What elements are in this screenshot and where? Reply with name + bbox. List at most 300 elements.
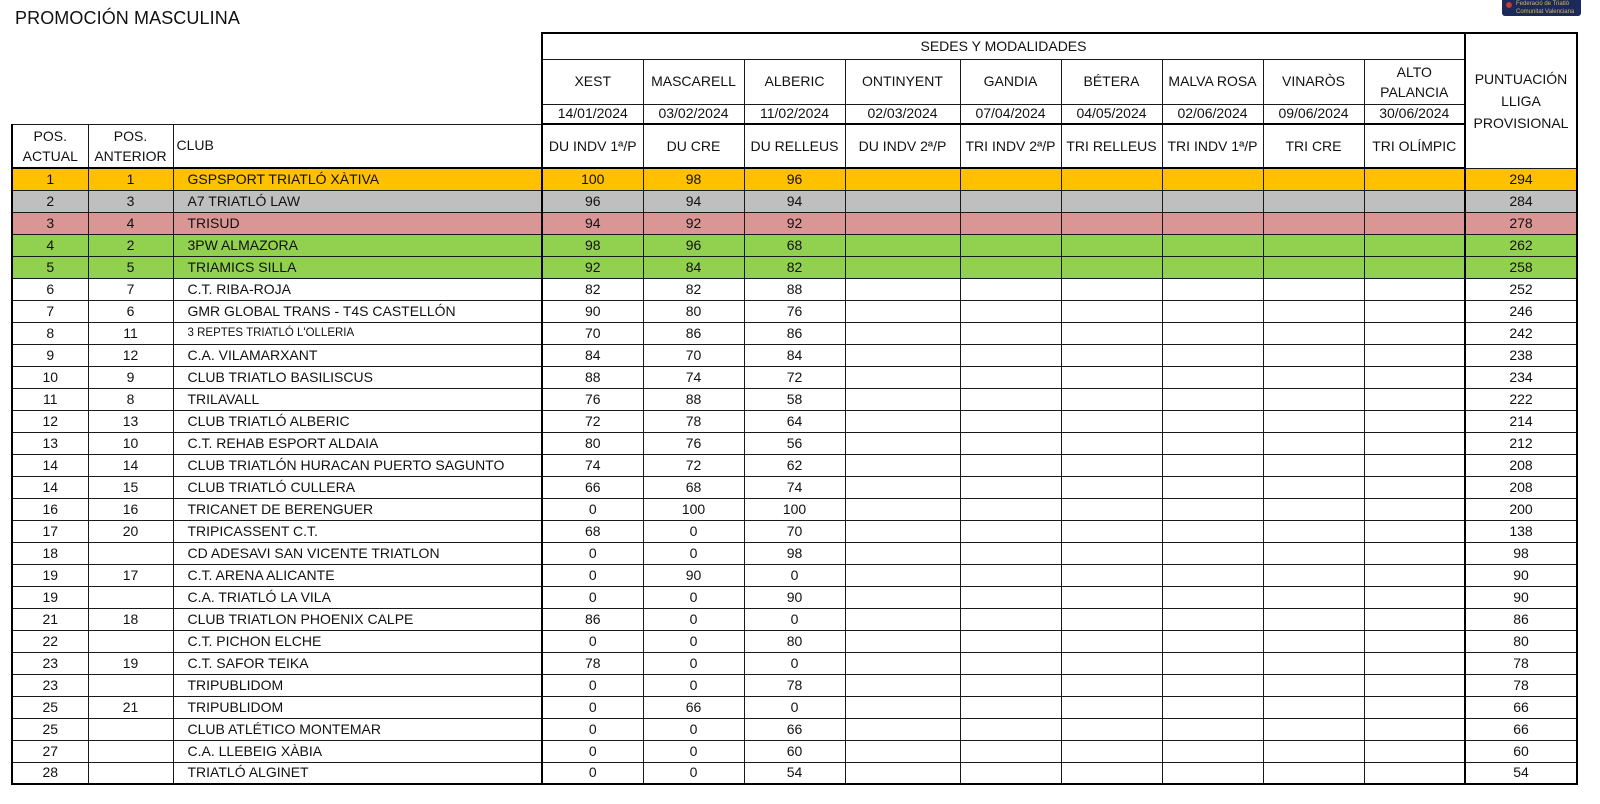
score-cell: 68 [542,520,643,542]
club-name-cell: A7 TRIATLÓ LAW [173,190,542,212]
score-cell [845,520,960,542]
score-cell [960,476,1061,498]
score-cell [845,630,960,652]
score-cell [960,498,1061,520]
score-cell [1162,498,1263,520]
venue-name-header: ALTO PALANCIA [1364,59,1465,104]
club-name-cell: C.A. VILAMARXANT [173,344,542,366]
club-name-cell: TRIAMICS SILLA [173,256,542,278]
score-cell [1364,740,1465,762]
pos-anterior-cell: 6 [88,300,173,322]
club-name-cell: GMR GLOBAL TRANS - T4S CASTELLÓN [173,300,542,322]
score-cell [1061,388,1162,410]
table-row [12,740,1577,762]
total-points-cell: 212 [1465,432,1577,454]
pos-actual-cell: 9 [12,344,88,366]
score-cell: 0 [542,696,643,718]
score-cell [1263,212,1364,234]
score-cell [1061,674,1162,696]
score-cell [1364,674,1465,696]
club-name-cell: 3 REPTES TRIATLÓ L'OLLERIA [173,322,542,344]
pos-actual-cell: 5 [12,256,88,278]
club-name-cell: TRILAVALL [173,388,542,410]
pos-anterior-cell: 2 [88,234,173,256]
club-name-cell: GSPSPORT TRIATLÓ XÀTIVA [173,168,542,190]
score-cell [960,564,1061,586]
pos-actual-cell: 19 [12,564,88,586]
score-cell [1061,190,1162,212]
score-cell [960,366,1061,388]
score-cell [1061,234,1162,256]
score-cell [845,476,960,498]
score-cell [960,674,1061,696]
table-row [12,498,1577,520]
score-cell [1364,322,1465,344]
pos-anterior-cell [88,542,173,564]
score-cell [1162,674,1263,696]
score-cell: 0 [643,586,744,608]
score-cell [1162,366,1263,388]
score-cell: 92 [542,256,643,278]
score-cell [1263,454,1364,476]
score-cell [845,256,960,278]
score-cell [1364,410,1465,432]
table-row [12,388,1577,410]
table-row [12,586,1577,608]
score-cell: 78 [542,652,643,674]
score-cell [1364,630,1465,652]
score-cell [960,344,1061,366]
score-cell: 94 [542,212,643,234]
score-cell [1364,388,1465,410]
pos-anterior-cell: 18 [88,608,173,630]
score-cell [960,652,1061,674]
club-name-cell: 3PW ALMAZORA [173,234,542,256]
score-cell [960,630,1061,652]
score-cell [960,234,1061,256]
table-row [12,652,1577,674]
score-cell [1162,520,1263,542]
score-cell [960,256,1061,278]
score-cell [1364,212,1465,234]
pos-anterior-cell: 8 [88,388,173,410]
club-name-cell: CLUB TRIATLÓ CULLERA [173,476,542,498]
score-cell [845,410,960,432]
score-cell [1061,740,1162,762]
pos-anterior-cell: 7 [88,278,173,300]
score-cell: 0 [542,718,643,740]
score-cell: 62 [744,454,845,476]
table-row [12,454,1577,476]
score-cell [1061,278,1162,300]
score-cell [960,388,1061,410]
score-cell [1364,256,1465,278]
venue-name-header: ONTINYENT [845,59,960,104]
club-name-cell: CLUB TRIATLÓ ALBERIC [173,410,542,432]
score-cell [845,388,960,410]
score-cell [1162,344,1263,366]
table-row [12,190,1577,212]
score-cell: 0 [643,542,744,564]
score-cell: 88 [542,366,643,388]
score-cell: 90 [542,300,643,322]
score-cell [1162,256,1263,278]
score-cell [1364,696,1465,718]
table-row [12,234,1577,256]
pos-anterior-cell: 11 [88,322,173,344]
score-cell [845,432,960,454]
table-row [12,278,1577,300]
score-cell [960,542,1061,564]
score-cell [1263,762,1364,784]
score-cell: 94 [643,190,744,212]
club-name-cell: CLUB TRIATLON PHOENIX CALPE [173,608,542,630]
score-cell: 0 [542,542,643,564]
score-cell [845,674,960,696]
score-cell [845,762,960,784]
pos-actual-header: POS. ACTUAL [12,124,88,168]
score-cell [845,542,960,564]
table-row [12,630,1577,652]
pos-actual-cell: 12 [12,410,88,432]
pos-anterior-cell: 19 [88,652,173,674]
score-cell [1364,608,1465,630]
score-cell: 0 [643,652,744,674]
score-cell [960,190,1061,212]
score-cell [960,718,1061,740]
score-cell [1061,212,1162,234]
score-cell: 98 [744,542,845,564]
score-cell [1364,454,1465,476]
score-cell: 78 [744,674,845,696]
score-cell: 80 [542,432,643,454]
venue-name-header: ALBERIC [744,59,845,104]
score-cell [960,212,1061,234]
score-cell: 54 [744,762,845,784]
score-cell: 88 [643,388,744,410]
venue-name-header: VINARÒS [1263,59,1364,104]
logo-emblem-icon [1506,2,1512,8]
score-cell [1162,432,1263,454]
score-cell [845,168,960,190]
score-cell: 86 [542,608,643,630]
score-cell: 80 [744,630,845,652]
club-name-cell: TRICANET DE BERENGUER [173,498,542,520]
score-cell [1263,410,1364,432]
total-points-cell: 294 [1465,168,1577,190]
score-cell [1061,454,1162,476]
score-cell [1263,432,1364,454]
pos-anterior-cell: 3 [88,190,173,212]
table-row [12,432,1577,454]
score-cell [1263,322,1364,344]
total-points-cell: 66 [1465,696,1577,718]
table-row [12,674,1577,696]
score-cell: 0 [643,718,744,740]
score-cell: 60 [744,740,845,762]
venue-date-header: 04/05/2024 [1061,104,1162,124]
total-points-cell: 278 [1465,212,1577,234]
pos-anterior-cell [88,674,173,696]
pos-anterior-cell: 14 [88,454,173,476]
score-cell [1364,432,1465,454]
score-cell [960,608,1061,630]
pos-actual-cell: 14 [12,454,88,476]
venue-mode-header: TRI INDV 2ª/P [960,124,1061,168]
pos-anterior-cell: 12 [88,344,173,366]
score-cell: 64 [744,410,845,432]
score-cell: 72 [542,410,643,432]
score-cell: 74 [542,454,643,476]
venue-date-header: 02/03/2024 [845,104,960,124]
total-points-cell: 252 [1465,278,1577,300]
score-cell: 84 [643,256,744,278]
score-cell [1162,762,1263,784]
score-cell [845,608,960,630]
pos-actual-cell: 11 [12,388,88,410]
score-cell: 0 [542,762,643,784]
score-cell: 84 [542,344,643,366]
score-cell [960,410,1061,432]
table-row [12,410,1577,432]
logo-line-1: Federació de Triatló [1516,1,1570,7]
score-cell [1364,564,1465,586]
score-cell: 66 [542,476,643,498]
score-cell: 74 [744,476,845,498]
score-cell: 0 [643,762,744,784]
pos-actual-cell: 7 [12,300,88,322]
score-cell [845,454,960,476]
score-cell: 70 [744,520,845,542]
score-cell [845,740,960,762]
ranking-table [11,32,1578,785]
table-row [12,366,1577,388]
club-name-cell: C.T. ARENA ALICANTE [173,564,542,586]
club-name-cell: TRIPUBLIDOM [173,696,542,718]
score-cell [1061,322,1162,344]
score-cell: 0 [542,674,643,696]
score-cell [1162,564,1263,586]
score-cell [1162,322,1263,344]
score-cell [1061,718,1162,740]
table-row [12,520,1577,542]
score-cell: 0 [744,564,845,586]
score-cell [1263,740,1364,762]
score-cell [1162,718,1263,740]
score-cell [1162,388,1263,410]
score-cell: 82 [744,256,845,278]
total-points-cell: 78 [1465,674,1577,696]
score-cell [1364,718,1465,740]
score-cell: 96 [744,168,845,190]
score-cell [1162,542,1263,564]
total-points-cell: 246 [1465,300,1577,322]
score-cell [1263,168,1364,190]
score-cell [960,586,1061,608]
score-cell [845,564,960,586]
pos-actual-cell: 4 [12,234,88,256]
page-title: PROMOCIÓN MASCULINA [15,8,240,28]
total-points-cell: 78 [1465,652,1577,674]
score-cell [845,718,960,740]
score-cell: 0 [643,740,744,762]
score-cell [1364,476,1465,498]
score-cell [1364,168,1465,190]
total-points-cell: 80 [1465,630,1577,652]
venue-date-header: 02/06/2024 [1162,104,1263,124]
table-row [12,476,1577,498]
total-points-cell: 90 [1465,586,1577,608]
score-cell [960,322,1061,344]
score-cell [1162,410,1263,432]
pos-actual-cell: 6 [12,278,88,300]
score-cell: 96 [643,234,744,256]
venue-name-header: MASCARELL [643,59,744,104]
score-cell [1263,652,1364,674]
score-cell [1061,432,1162,454]
score-cell [1061,608,1162,630]
score-cell [845,366,960,388]
score-cell [1061,476,1162,498]
pos-anterior-header: POS. ANTERIOR [88,124,173,168]
score-cell [1364,520,1465,542]
table-row [12,542,1577,564]
venue-mode-header: DU RELLEUS [744,124,845,168]
score-cell [1162,652,1263,674]
score-cell [1162,300,1263,322]
table-row [12,696,1577,718]
pos-anterior-cell: 5 [88,256,173,278]
score-cell [1364,366,1465,388]
federation-logo-icon [1502,0,1581,16]
pos-actual-cell: 18 [12,542,88,564]
venue-name-header: MALVA ROSA [1162,59,1263,104]
score-cell [1061,564,1162,586]
score-cell: 0 [542,498,643,520]
total-points-cell: 262 [1465,234,1577,256]
score-cell [1061,300,1162,322]
total-points-cell: 138 [1465,520,1577,542]
club-name-cell: CD ADESAVI SAN VICENTE TRIATLON [173,542,542,564]
score-cell [1061,586,1162,608]
score-cell: 0 [643,608,744,630]
score-cell: 82 [542,278,643,300]
score-cell [1263,344,1364,366]
score-cell [1061,168,1162,190]
score-cell [1263,234,1364,256]
score-cell [845,652,960,674]
score-cell: 84 [744,344,845,366]
score-cell [1263,388,1364,410]
score-cell [1061,498,1162,520]
score-cell: 98 [542,234,643,256]
club-name-cell: TRIPUBLIDOM [173,674,542,696]
score-cell [1162,740,1263,762]
pos-anterior-cell [88,718,173,740]
club-name-cell: CLUB TRIATLO BASILISCUS [173,366,542,388]
score-cell [845,190,960,212]
score-cell [1263,542,1364,564]
venue-mode-header: TRI RELLEUS [1061,124,1162,168]
pos-actual-cell: 2 [12,190,88,212]
score-cell: 100 [643,498,744,520]
score-cell: 66 [643,696,744,718]
table-row [12,168,1577,190]
score-cell [1263,498,1364,520]
total-points-cell: 208 [1465,476,1577,498]
score-cell: 56 [744,432,845,454]
score-cell: 90 [643,564,744,586]
score-cell [960,762,1061,784]
table-row [12,762,1577,784]
venue-date-header: 30/06/2024 [1364,104,1465,124]
club-name-cell: C.T. PICHON ELCHE [173,630,542,652]
score-cell [960,432,1061,454]
score-cell [1162,190,1263,212]
score-cell [1162,454,1263,476]
score-cell: 70 [542,322,643,344]
venue-mode-header: DU INDV 2ª/P [845,124,960,168]
score-cell: 72 [744,366,845,388]
total-points-cell: 86 [1465,608,1577,630]
club-name-cell: TRISUD [173,212,542,234]
pos-actual-cell: 13 [12,432,88,454]
table-row [12,212,1577,234]
venue-name-header: XEST [542,59,643,104]
score-cell: 92 [744,212,845,234]
score-cell: 0 [643,520,744,542]
pos-actual-cell: 23 [12,652,88,674]
pos-actual-cell: 27 [12,740,88,762]
score-cell [845,696,960,718]
pos-anterior-cell: 17 [88,564,173,586]
pos-actual-cell: 1 [12,168,88,190]
score-cell [960,300,1061,322]
pos-actual-cell: 23 [12,674,88,696]
score-cell [845,212,960,234]
pos-actual-cell: 25 [12,696,88,718]
score-cell: 90 [744,586,845,608]
score-cell [845,498,960,520]
score-cell: 0 [744,696,845,718]
score-cell: 72 [643,454,744,476]
score-cell: 74 [643,366,744,388]
pos-actual-cell: 17 [12,520,88,542]
score-cell [1263,300,1364,322]
score-cell [1263,718,1364,740]
score-cell [1061,630,1162,652]
club-name-cell: C.T. SAFOR TEIKA [173,652,542,674]
venue-mode-header: DU CRE [643,124,744,168]
venue-mode-header: DU INDV 1ª/P [542,124,643,168]
club-name-cell: TRIATLÓ ALGINET [173,762,542,784]
score-cell: 70 [643,344,744,366]
pos-anterior-cell [88,586,173,608]
pos-actual-cell: 3 [12,212,88,234]
score-cell: 0 [643,630,744,652]
score-cell [1162,696,1263,718]
score-cell [960,740,1061,762]
venue-name-header: GANDIA [960,59,1061,104]
score-cell [960,454,1061,476]
score-cell [845,322,960,344]
logo-line-2: Comunitat Valenciana [1516,9,1575,15]
score-cell: 76 [542,388,643,410]
score-cell [1263,476,1364,498]
table-row [12,344,1577,366]
pos-anterior-cell: 15 [88,476,173,498]
score-cell [1364,234,1465,256]
